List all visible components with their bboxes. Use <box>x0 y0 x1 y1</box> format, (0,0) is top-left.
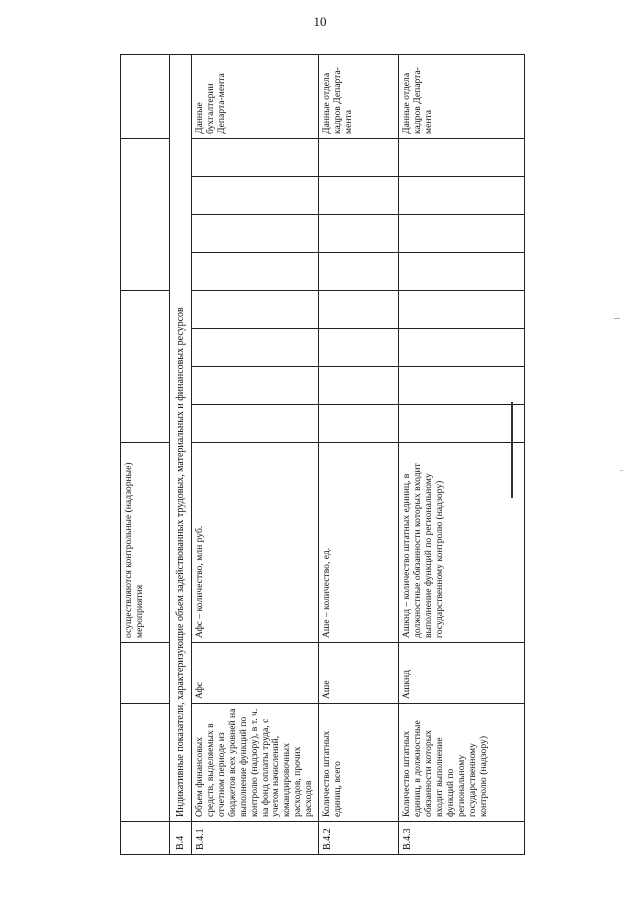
page-number: 10 <box>313 14 327 29</box>
row-code: B.4.1 <box>192 822 319 855</box>
row-source: Данные бухгалтерии Департа-мента <box>192 55 319 139</box>
row-code: B.4.3 <box>399 822 525 855</box>
table-cell <box>319 177 399 215</box>
table-cell <box>121 55 170 139</box>
table-cell <box>399 177 525 215</box>
table-cell <box>121 704 170 822</box>
table-cell <box>319 405 399 443</box>
table-cell <box>192 405 319 443</box>
section-row <box>170 55 192 855</box>
row-name: Объем финансовых средств, выделяемых в отчетном периоде из бюджетов всех уровней на выполнение функций по контролю (надзору), в т. ч. на фонд оплаты труда, с учетом начислений, командировочных расходов, прочих расходов <box>192 704 319 822</box>
table-cell <box>399 329 525 367</box>
table-cell <box>319 215 399 253</box>
table-row <box>319 55 399 855</box>
table-cell <box>319 367 399 405</box>
rotated-table-wrapper <box>120 55 520 855</box>
table-cell <box>192 177 319 215</box>
indicators-table <box>120 54 525 855</box>
section-code: B.4 <box>170 822 192 855</box>
table-cell <box>319 139 399 177</box>
table-row <box>399 55 525 855</box>
row-symbol: Ашкнд <box>399 643 525 704</box>
row-source: Данные отдела кадров Департа-мента <box>319 55 399 139</box>
row-symbol: Афс <box>192 643 319 704</box>
table-row <box>192 55 319 855</box>
margin-mark <box>511 402 513 498</box>
table-cell <box>319 291 399 329</box>
row-code: B.4.2 <box>319 822 399 855</box>
table-cell <box>192 291 319 329</box>
row-formula: Ашкнд – количество штатных единиц, в должностные обязанности которых входит выполнение функций по региональному государственному контролю (надзору) <box>399 443 525 643</box>
table-cell <box>399 405 525 443</box>
row-symbol: Аше <box>319 643 399 704</box>
header-cell-mechanism: осуществляются контрольные (надзорные) мероприятия <box>121 443 170 643</box>
table-cell <box>121 139 170 291</box>
table-cell <box>121 291 170 443</box>
row-formula: Афс – количество, млн руб. <box>192 443 319 643</box>
table-cell <box>399 367 525 405</box>
table-cell <box>399 253 525 291</box>
table-cell <box>192 253 319 291</box>
table-cell <box>192 215 319 253</box>
row-name: Количество штатных единиц, всего <box>319 704 399 822</box>
row-source: Данные отдела кадров Департа-мента <box>399 55 525 139</box>
table-cell <box>192 329 319 367</box>
table-cell <box>192 139 319 177</box>
row-formula: Аше – количество, ед. <box>319 443 399 643</box>
table-cell <box>192 367 319 405</box>
header-continuation-row <box>121 55 170 855</box>
table-cell <box>399 215 525 253</box>
table-cell <box>319 329 399 367</box>
table-cell <box>399 139 525 177</box>
table-cell <box>319 253 399 291</box>
scan-speck <box>620 470 623 471</box>
section-title: Индикативные показатели, характеризующие объем задействованных трудовых, материальных и финансовых ресурсов <box>170 55 192 822</box>
table-cell <box>121 822 170 855</box>
row-name: Количество штатных единиц, в должностные обязанности которых входит выполнение функций по региональному государственному контролю (надзору) <box>399 704 525 822</box>
table-cell <box>399 291 525 329</box>
table-cell <box>121 643 170 704</box>
scan-speck <box>614 318 620 319</box>
